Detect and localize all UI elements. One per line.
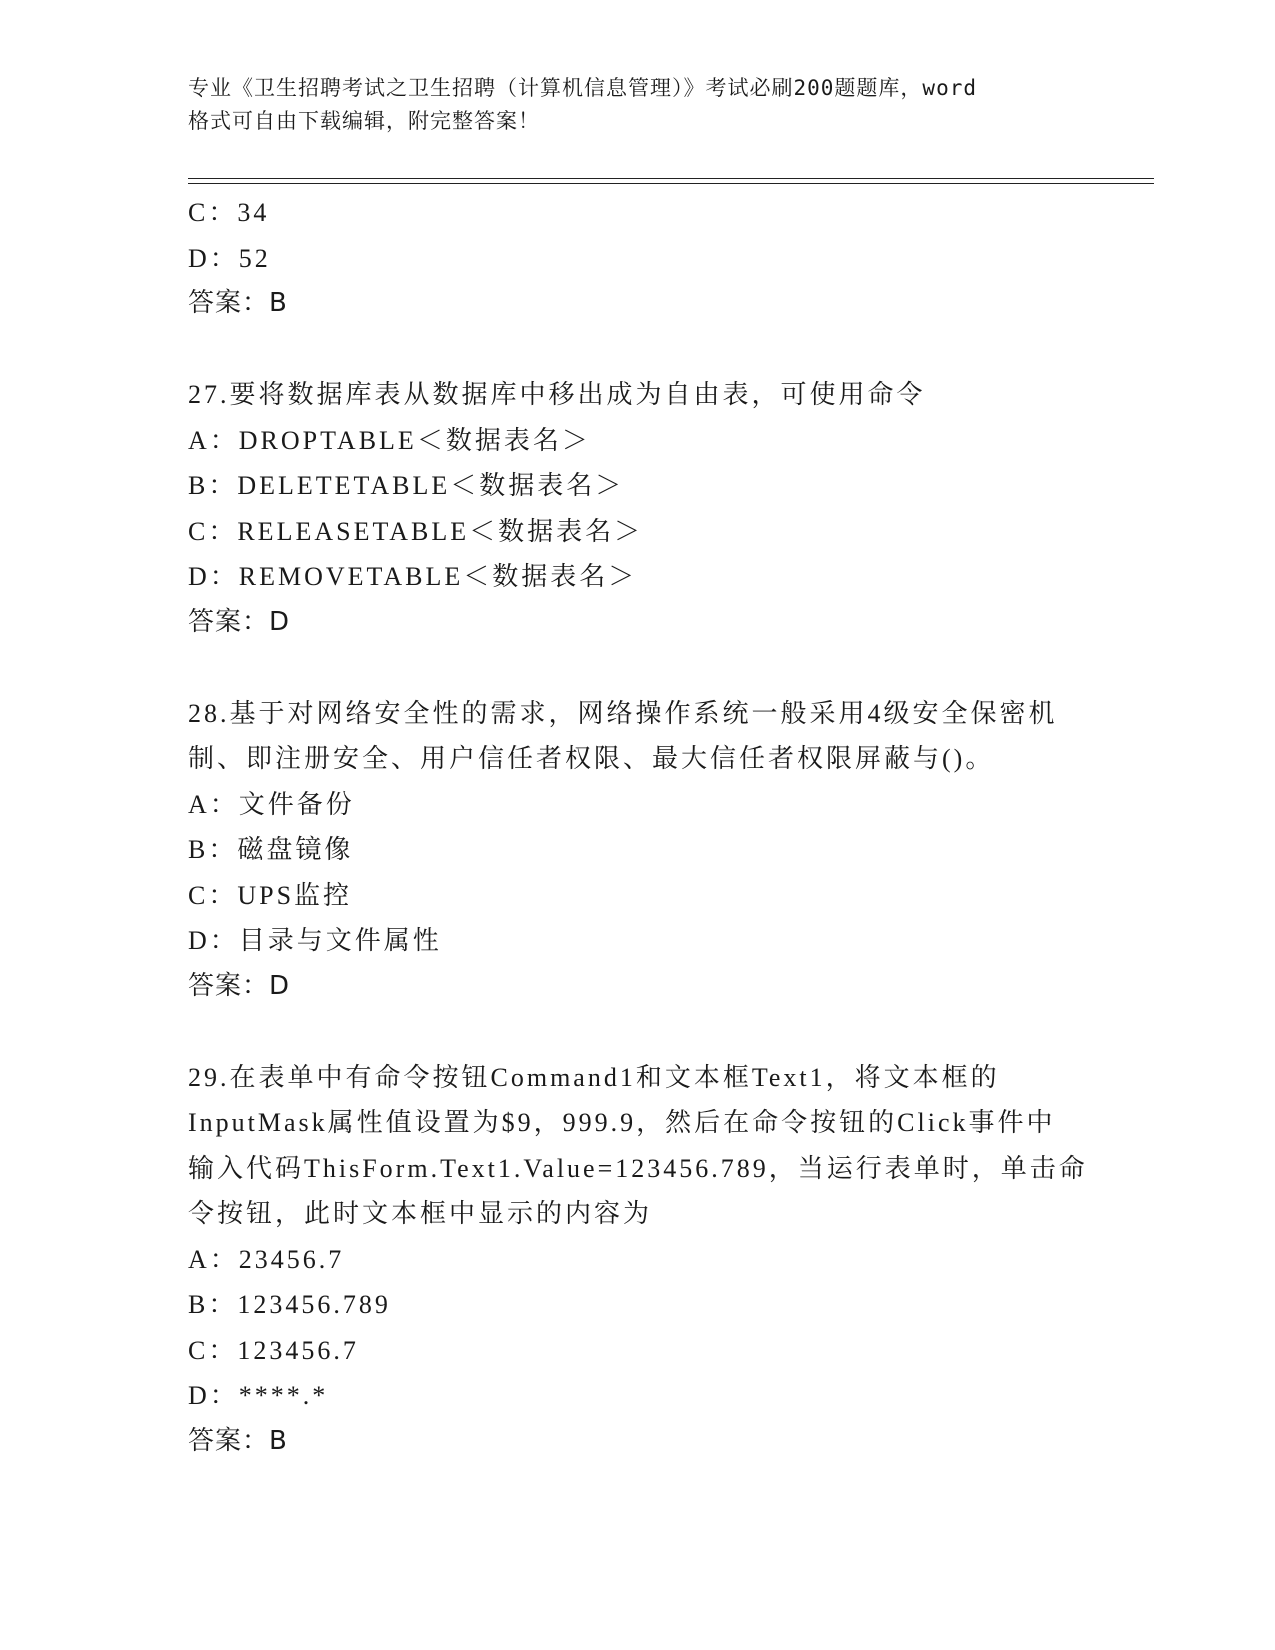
option-b: B：DELETETABLE＜数据表名＞	[188, 471, 625, 500]
question-stem: 输入代码ThisForm.Text1.Value=123456.789，当运行表单时，单击命	[188, 1153, 1088, 1183]
option-c: C：RELEASETABLE＜数据表名＞	[188, 516, 644, 546]
option-b: B：磁盘镜像	[188, 835, 354, 864]
question-26-tail	[188, 190, 1088, 327]
answer-line: 答案：D	[188, 606, 291, 637]
question-stem: 29.在表单中有命令按钮Command1和文本框Text1，将文本框的	[188, 1062, 1000, 1092]
spacer	[188, 1009, 1088, 1055]
question-27	[188, 372, 1088, 645]
document-header	[188, 72, 1088, 138]
question-stem: 制、即注册安全、用户信任者权限、最大信任者权限屏蔽与()。	[188, 744, 995, 773]
question-29	[188, 1055, 1088, 1465]
answer-line: 答案：D	[188, 970, 291, 1001]
question-stem: 28.基于对网络安全性的需求，网络操作系统一般采用4级安全保密机	[188, 698, 1058, 728]
option-b: B：123456.789	[188, 1290, 391, 1319]
header-divider-top	[188, 178, 1154, 179]
header-divider-bottom	[188, 183, 1154, 184]
header-line-2: 格式可自由下载编辑，附完整答案！	[188, 109, 540, 133]
option-d: D：****.*	[188, 1381, 329, 1410]
option-c: C：UPS监控	[188, 880, 353, 910]
spacer	[188, 645, 1088, 691]
option-d: D：REMOVETABLE＜数据表名＞	[188, 562, 638, 591]
option-d: D：目录与文件属性	[188, 926, 442, 955]
option-c: C：34	[188, 198, 270, 227]
option-a: A：DROPTABLE＜数据表名＞	[188, 425, 591, 455]
option-c: C：123456.7	[188, 1335, 359, 1365]
spacer	[188, 327, 1088, 373]
question-stem: 27.要将数据库表从数据库中移出成为自由表，可使用命令	[188, 380, 926, 409]
option-d: D：52	[188, 243, 271, 273]
question-stem: InputMask属性值设置为$9，999.9，然后在命令按钮的Click事件中	[188, 1108, 1056, 1137]
answer-line: 答案：B	[188, 288, 288, 318]
option-a: A：文件备份	[188, 789, 355, 819]
document-body	[188, 190, 1088, 1464]
header-line-1: 专业《卫生招聘考试之卫生招聘（计算机信息管理）》考试必刷200题题库，word	[188, 76, 977, 100]
question-28	[188, 691, 1088, 1010]
answer-line: 答案：B	[188, 1425, 288, 1456]
option-a: A：23456.7	[188, 1244, 345, 1274]
question-stem: 令按钮，此时文本框中显示的内容为	[188, 1199, 653, 1228]
